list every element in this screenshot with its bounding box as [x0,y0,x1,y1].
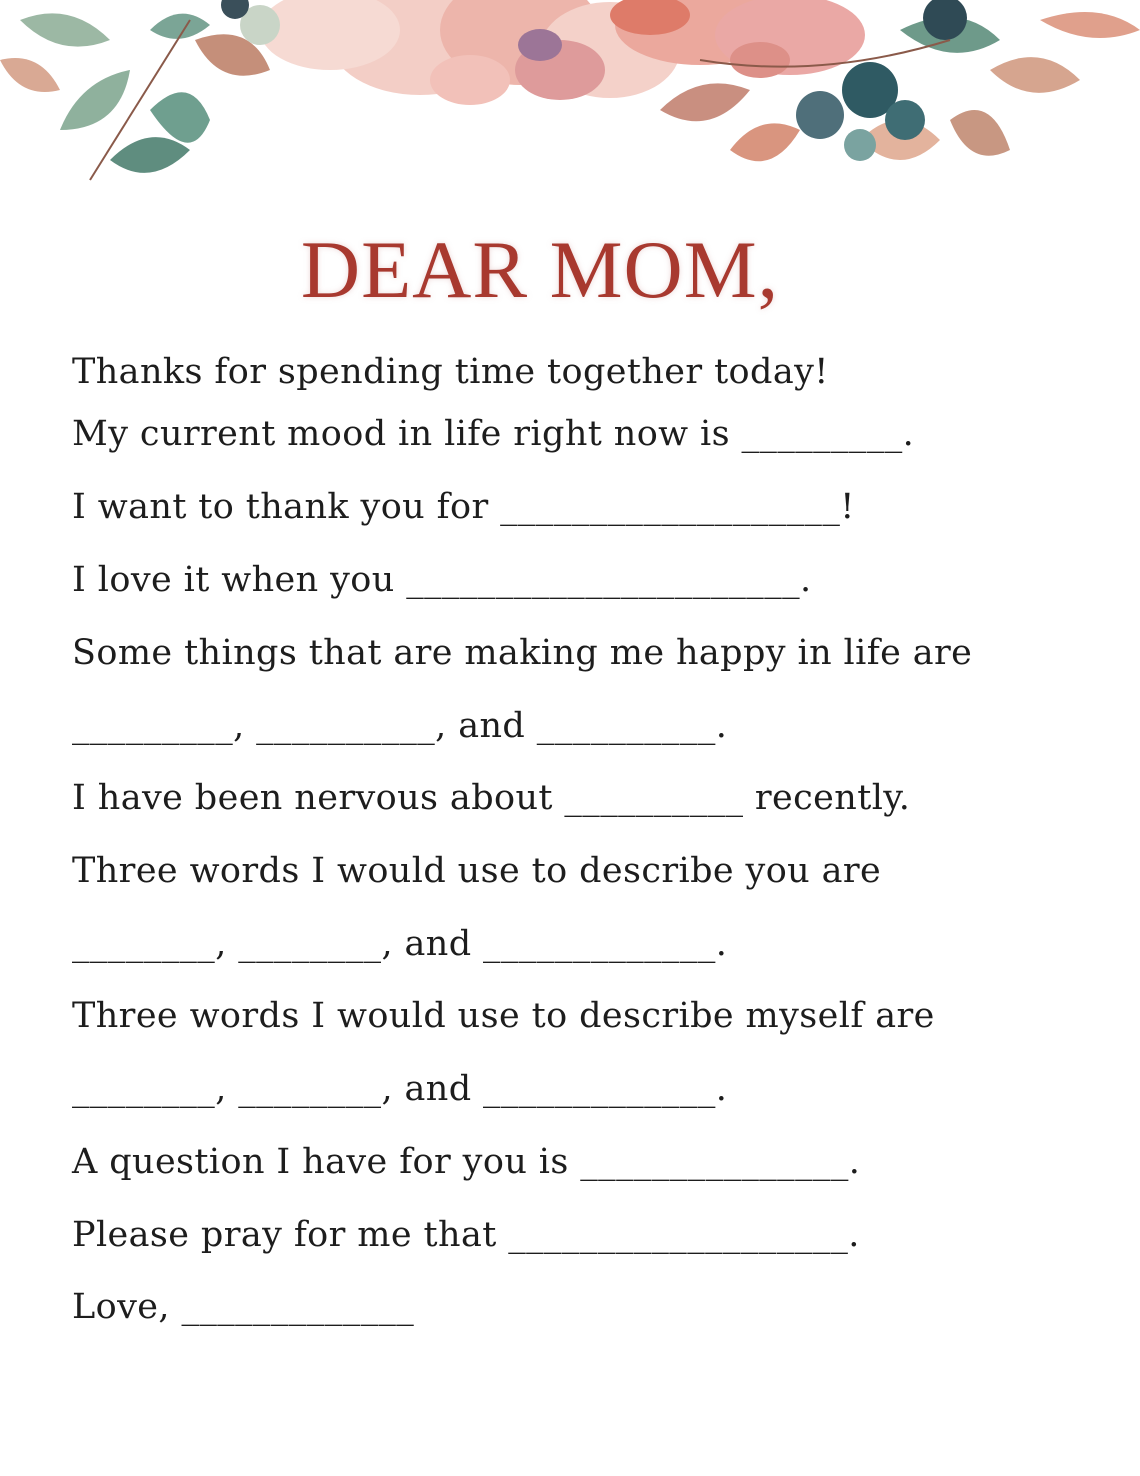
line-love-signature: Love, _____________ [72,1287,415,1327]
line-thank-you-for: I want to thank you for ___________________! [72,487,855,527]
line-happy-things-intro: Some things that are making me happy in life are [72,633,973,673]
line-current-mood: My current mood in life right now is _________. [72,414,915,454]
line-describe-you-blanks: ________, ________, and _____________. [72,924,728,964]
line-describe-myself-blanks: ________, ________, and _____________. [72,1069,728,1109]
line-question: A question I have for you is _______________. [72,1142,861,1182]
line-describe-you-intro: Three words I would use to describe you are [72,851,882,891]
line-love-it-when: I love it when you ______________________. [72,560,812,600]
page-title: DEAR MOM, [300,224,780,315]
line-nervous-about: I have been nervous about __________ recently. [72,778,911,818]
line-describe-myself-intro: Three words I would use to describe myself are [72,996,935,1036]
line-happy-things-blanks: _________, __________, and __________. [72,706,728,746]
line-pray-for-me: Please pray for me that ___________________. [72,1215,860,1255]
line-thanks: Thanks for spending time together today! [72,352,829,392]
floral-watercolor-border [0,0,1140,200]
